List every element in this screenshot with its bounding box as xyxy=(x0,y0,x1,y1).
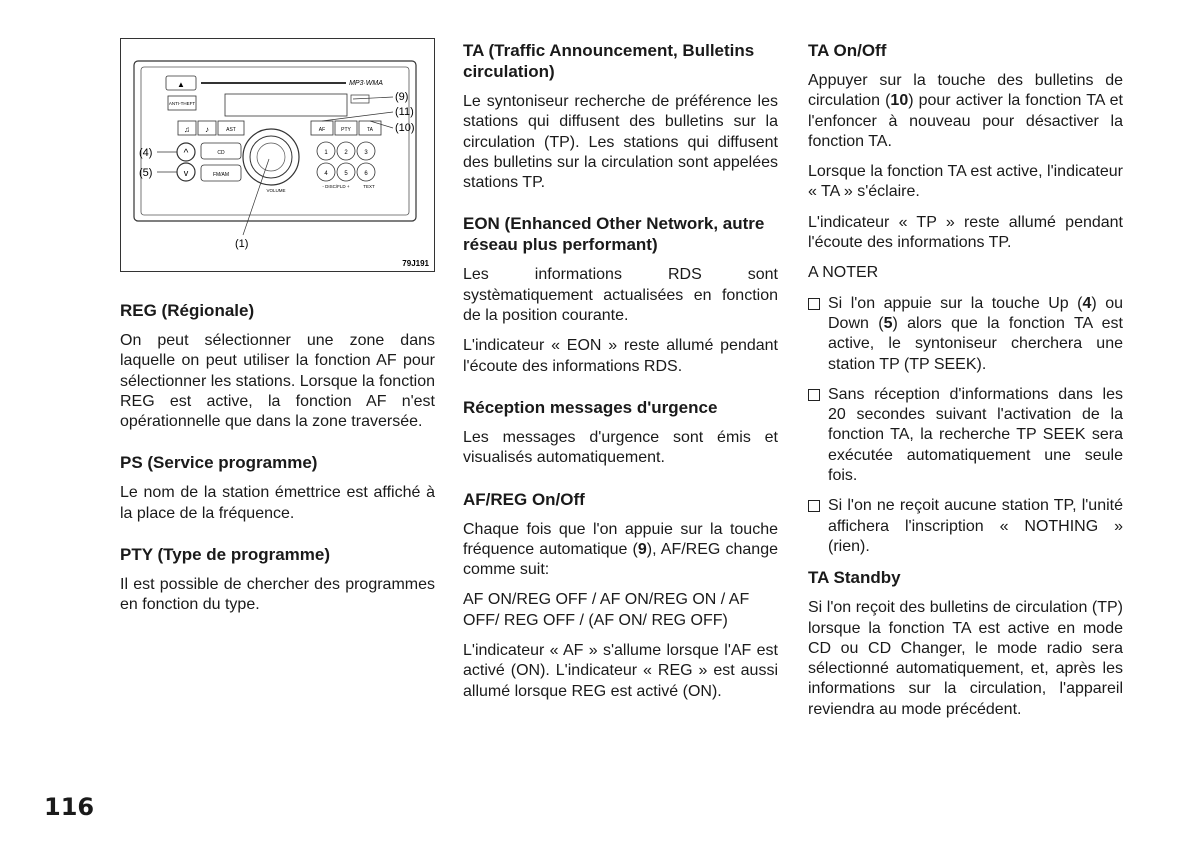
ta-standby-paragraph: Si l'on reçoit des bulletins de circulation (TP) lorsque la fonction TA est active en mode CD ou CD Changer, le mode radio sera sélectionné automatiquement, et, après les informations sur la circulation, l'appareil reviendra au mode précédent. xyxy=(808,599,1123,718)
cd-label: CD xyxy=(217,150,225,156)
reg-paragraph: On peut sélectionner une zone dans laquelle on peut utiliser la fonction AF pour sélectionner les stations. Lorsque la fonction REG est active, la fonction AF n'est opérationnelle que dans la zone traversée. xyxy=(120,332,435,431)
preset-2: 2 xyxy=(344,150,348,156)
svg-text:♫: ♫ xyxy=(184,125,190,134)
ta-label: TA xyxy=(366,127,374,133)
column-1 xyxy=(120,38,435,626)
af-reg-paragraph-3: L'indicateur « AF » s'allume lorsque l'AF est activé (ON). L'indicateur « REG » est aussi allumé lorsque REG est activé (ON). xyxy=(463,642,778,700)
callout-5: (5) xyxy=(139,167,153,179)
ta-on-off-paragraph-2: Lorsque la fonction TA est active, l'indicateur « TA » s'éclaire. xyxy=(808,163,1123,201)
checkbox-bullet-icon xyxy=(808,298,820,310)
ta-paragraph: Le syntoniseur recherche de préférence les stations qui diffusent des bulletins sur la circulation (TP). Les stations qui diffusent des bulletins sur la circulation sont appelées stations TP. xyxy=(463,93,778,192)
emergency-paragraph: Les messages d'urgence sont émis et visualisés automatiquement. xyxy=(463,428,778,467)
eon-paragraph-2: L'indicateur « EON » reste allumé pendant l'écoute des informations RDS. xyxy=(463,337,778,375)
preset-3: 3 xyxy=(364,150,368,156)
ta-standby-heading: TA Standby xyxy=(808,568,901,588)
checkbox-bullet-icon xyxy=(808,500,820,512)
note-item-1: Si l'on appuie sur la touche Up (4) ou Down (5) alors que la fonction TA est active, le syntoniseur cherchera une station TP (TP SEEK). xyxy=(808,294,1123,375)
fm-am-label: FM/AM xyxy=(212,172,230,178)
ast-label: AST xyxy=(226,127,236,133)
callout-11: (11) xyxy=(395,106,414,118)
note-item-3: Si l'on ne reçoit aucune station TP, l'unité affichera l'inscription « NOTHING » (rien). xyxy=(808,496,1123,557)
svg-text:v: v xyxy=(183,168,189,178)
preset-5: 5 xyxy=(344,171,348,177)
callout-9: (9) xyxy=(395,91,409,103)
af-reg-heading: AF/REG On/Off xyxy=(463,489,585,509)
ta-on-off-paragraph-3: L'indicateur « TP » reste allumé pendant l'écoute des informations TP. xyxy=(808,213,1123,252)
svg-text:▲: ▲ xyxy=(177,80,185,89)
brand-label: MP3·WMA xyxy=(349,80,383,87)
pty-label: PTY xyxy=(341,127,351,133)
checkbox-bullet-icon xyxy=(808,389,820,401)
svg-text:♪: ♪ xyxy=(205,125,209,134)
page-number: 116 xyxy=(44,793,95,821)
af-reg-paragraph-1: Chaque fois que l'on appuie sur la touche fréquence automatique (9), AF/REG change comme suit: xyxy=(463,520,778,579)
reg-heading: REG (Régionale) xyxy=(120,301,255,320)
ta-heading: TA (Traffic Announcement, Bulletins circulation) xyxy=(463,41,755,81)
disc-fld-label: - DISC/FLD + xyxy=(322,184,350,189)
callout-10: (10) xyxy=(395,122,415,134)
anti-theft-label: ANTI-THEFT xyxy=(168,101,196,106)
note-list xyxy=(808,294,1123,558)
ta-on-off-heading: TA On/Off xyxy=(808,41,887,60)
ta-on-off-paragraph-1: Appuyer sur la touche des bulletins de circulation (10) pour activer la fonction TA et l'enfoncer à nouveau pour désactiver la fonction TA. xyxy=(808,72,1123,150)
radio-figure xyxy=(120,38,435,272)
callout-1: (1) xyxy=(235,238,249,250)
af-label: AF xyxy=(318,127,326,133)
column-2 xyxy=(463,40,778,712)
text-label: TEXT xyxy=(363,184,375,189)
af-reg-paragraph-2: AF ON/REG OFF / AF ON/REG ON / AF OFF/ REG OFF / (AF ON/ REG OFF) xyxy=(463,591,750,629)
radio-diagram xyxy=(121,39,434,271)
note-label: A NOTER xyxy=(808,264,879,282)
note-item-2: Sans réception d'informations dans les 20 secondes suivant l'activation de la fonction TA, la recherche TP SEEK sera exécutée automatiquement une seule fois. xyxy=(808,385,1123,486)
preset-4: 4 xyxy=(324,171,328,177)
ps-heading: PS (Service programme) xyxy=(120,453,318,473)
volume-label: VOLUME xyxy=(266,188,286,193)
eon-heading: EON (Enhanced Other Network, autre réseau plus performant) xyxy=(463,214,765,255)
emergency-heading: Réception messages d'urgence xyxy=(463,397,718,417)
preset-1: 1 xyxy=(324,150,328,156)
pty-heading: PTY (Type de programme) xyxy=(120,545,331,565)
svg-text:^: ^ xyxy=(183,148,189,159)
pty-paragraph: Il est possible de chercher des programmes en fonction du type. xyxy=(120,576,435,614)
callout-4: (4) xyxy=(139,147,153,159)
column-3 xyxy=(808,40,1123,730)
ps-paragraph: Le nom de la station émettrice est affiché à la place de la fréquence. xyxy=(120,484,435,522)
preset-6: 6 xyxy=(364,171,368,177)
eon-paragraph-1: Les informations RDS sont systèmatiquement actualisées en fonction de la position courante. xyxy=(463,266,778,325)
figure-code: 79J191 xyxy=(402,259,429,268)
